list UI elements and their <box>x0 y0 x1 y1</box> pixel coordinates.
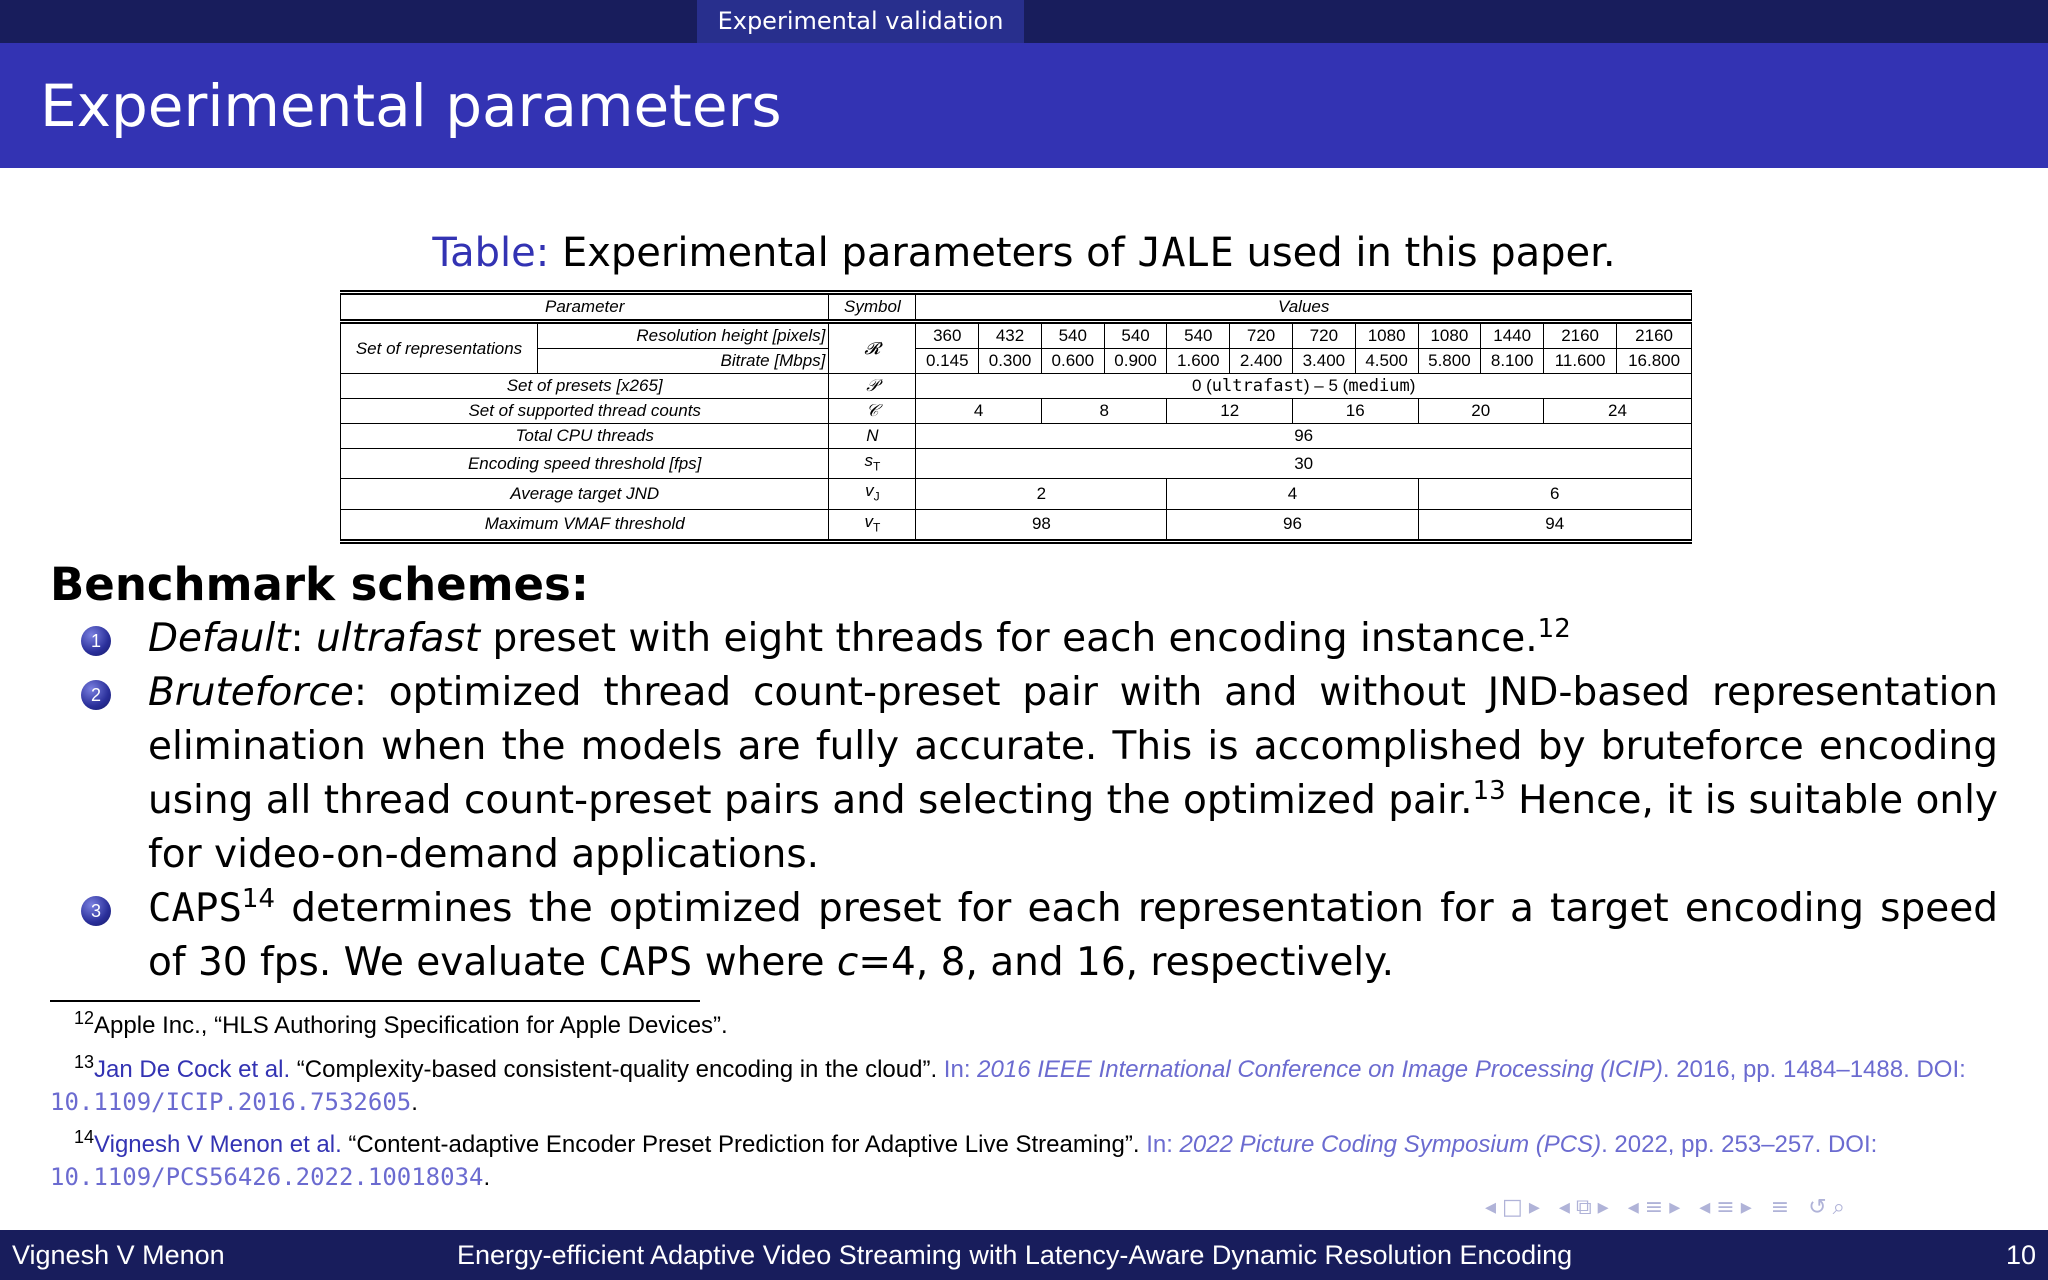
cell-thread-count: 20 <box>1418 399 1544 424</box>
cell-bitrate: 8.100 <box>1481 349 1544 374</box>
doi-link[interactable]: 10.1109/PCS56426.2022.10018034 <box>50 1163 484 1191</box>
benchmark-heading: Benchmark schemes: <box>50 558 589 611</box>
author-link[interactable]: Vignesh V Menon et al. <box>94 1131 342 1158</box>
cell-height: 540 <box>1041 322 1104 349</box>
cell-bitrate: 0.300 <box>979 349 1042 374</box>
bullet-number: 2 <box>81 680 111 710</box>
cell-bitrate: 11.600 <box>1544 349 1617 374</box>
section-tab[interactable]: Experimental validation <box>697 0 1024 43</box>
header-values: Values <box>916 293 1692 322</box>
benchmark-list <box>78 612 1998 990</box>
doi-link[interactable]: 10.1109/ICIP.2016.7532605 <box>50 1088 412 1116</box>
cell-jnd-label: Average target JND <box>341 479 829 509</box>
footer-title: Energy-efficient Adaptive Video Streaming with Latency-Aware Dynamic Resolution Encoding <box>457 1240 1573 1270</box>
search-icon[interactable]: ↺⌕ <box>1808 1195 1851 1220</box>
footnote-ref[interactable]: 12 <box>1537 614 1571 644</box>
table-header-row <box>341 293 1692 322</box>
cell-jnd-symbol: $v_J$ <box>829 479 916 509</box>
cell-thread-count: 12 <box>1167 399 1293 424</box>
cell-bitrate-label: Bitrate [Mbps] <box>538 349 829 374</box>
footer-author: Vignesh V Menon <box>12 1240 225 1270</box>
footnote-divider <box>50 1000 700 1002</box>
cell-presets-label: Set of presets [x265] <box>341 374 829 399</box>
table-row-cpu <box>341 424 1692 449</box>
cell-cpu-symbol: N <box>829 424 916 449</box>
cell-vmaf-symbol: $v_T$ <box>829 509 916 541</box>
cell-height: 2160 <box>1544 322 1617 349</box>
cell-bitrate: 0.145 <box>916 349 979 374</box>
cell-height: 2160 <box>1617 322 1692 349</box>
cell-height: 1440 <box>1481 322 1544 349</box>
outline-icon[interactable]: ≡ <box>1770 1195 1796 1220</box>
cell-vmaf-value: 94 <box>1418 509 1692 541</box>
nav-prev-icon[interactable]: ◂ <box>1558 1195 1576 1220</box>
cell-cpu-value: 96 <box>916 424 1692 449</box>
cell-presets-value: 0 (ultrafast) – 5 (medium) <box>916 374 1692 399</box>
caption-label: Table: <box>432 230 550 276</box>
nav-prev-icon[interactable]: ◂ <box>1485 1195 1503 1220</box>
cell-threads-symbol: 𝒞 <box>829 399 916 424</box>
cell-bitrate: 3.400 <box>1292 349 1355 374</box>
cell-thread-count: 4 <box>916 399 1042 424</box>
cell-thread-count: 8 <box>1041 399 1167 424</box>
cell-height: 720 <box>1230 322 1293 349</box>
slide-title: Experimental parameters <box>40 72 782 140</box>
cell-jnd-value: 2 <box>916 479 1167 509</box>
section-icon[interactable]: ≡ <box>1644 1195 1670 1220</box>
cell-bitrate: 0.600 <box>1041 349 1104 374</box>
caption-text-pre: Experimental parameters of <box>561 230 1125 276</box>
list-item: 3 CAPS$^{14}$ determines the optimized preset for each representation for a target encoding speed of 30 fps. We evaluate CAPS where c=4, 8, and 16, respectively. <box>78 882 1998 990</box>
nav-next-icon[interactable]: ▸ <box>1528 1195 1546 1220</box>
cell-thread-count: 16 <box>1292 399 1418 424</box>
parameters-table <box>340 290 1692 544</box>
cell-bitrate: 4.500 <box>1355 349 1418 374</box>
cell-cpu-label: Total CPU threads <box>341 424 829 449</box>
table-row-vmaf <box>341 509 1692 541</box>
top-navigation-bar <box>0 0 2048 43</box>
table-row-threads <box>341 399 1692 424</box>
footnote-ref[interactable]: 14 <box>241 884 276 914</box>
cell-bitrate: 16.800 <box>1617 349 1692 374</box>
nav-next-icon[interactable]: ▸ <box>1669 1195 1687 1220</box>
slide-footer <box>0 1230 2048 1280</box>
header-parameter: Parameter <box>341 293 829 322</box>
cell-thread-count: 24 <box>1544 399 1692 424</box>
footnote-12: $^{12}$Apple Inc., “HLS Authoring Specification for Apple Devices”. <box>74 1008 728 1039</box>
bullet-number: 1 <box>81 626 111 656</box>
cell-vmaf-value: 98 <box>916 509 1167 541</box>
table-row-speed <box>341 449 1692 479</box>
footnote-14: $^{14}$Vignesh V Menon et al. “Content-adaptive Encoder Preset Prediction for Adaptive Live Streaming”. In: 2022 Picture Coding Symposium (PCS). 2022, pp. 253–257. DOI: 10.1109/PCS56426.2022.10018034. <box>50 1127 1878 1191</box>
nav-prev-icon[interactable]: ◂ <box>1699 1195 1717 1220</box>
cell-speed-label: Encoding speed threshold [fps] <box>341 449 829 479</box>
frame-icon[interactable]: □ <box>1502 1195 1529 1220</box>
author-link[interactable]: Jan De Cock et al. <box>94 1056 291 1083</box>
beamer-navigation-controls[interactable] <box>1485 1195 1851 1220</box>
header-symbol: Symbol <box>829 293 916 322</box>
cell-representations-symbol: 𝓡 <box>829 322 916 374</box>
list-item: 1 Default: ultrafast preset with eight threads for each encoding instance.$^{12}$ <box>78 612 1998 666</box>
cell-height-label: Resolution height [pixels] <box>538 322 829 349</box>
table-caption <box>0 226 2048 280</box>
cell-threads-label: Set of supported thread counts <box>341 399 829 424</box>
nav-next-icon[interactable]: ▸ <box>1740 1195 1758 1220</box>
bullet-number: 3 <box>81 896 111 926</box>
cell-presets-symbol: 𝒫 <box>829 374 916 399</box>
cell-height: 540 <box>1167 322 1230 349</box>
cell-bitrate: 2.400 <box>1230 349 1293 374</box>
footnote-13: $^{13}$Jan De Cock et al. “Complexity-based consistent-quality encoding in the cloud”. In: 2016 IEEE International Conference on Image Processing (ICIP). 2016, pp. 1484–1488. DOI: 10.1109/ICIP.2016.7532605. <box>50 1052 1966 1116</box>
cell-height: 1080 <box>1418 322 1481 349</box>
caption-code: JALE <box>1137 230 1234 276</box>
table-row-resolution <box>341 322 1692 349</box>
cell-speed-value: 30 <box>916 449 1692 479</box>
cell-height: 720 <box>1292 322 1355 349</box>
slide-title-bar <box>0 43 2048 168</box>
cell-speed-symbol: $s_T$ <box>829 449 916 479</box>
list-item: 2 Bruteforce: optimized thread count-preset pair with and without JND-based representation elimination when the models are fully accurate. This is accomplished by bruteforce encoding using all thread count-preset pairs and selecting the optimized pair.$^{13}$ Hence, it is suitable only for video-on-demand applications. <box>78 666 1998 882</box>
cell-height: 540 <box>1104 322 1167 349</box>
nav-next-icon[interactable]: ▸ <box>1597 1195 1615 1220</box>
footnote-ref[interactable]: 13 <box>1472 776 1506 806</box>
cell-height: 1080 <box>1355 322 1418 349</box>
caption-text-post: used in this paper. <box>1246 230 1616 276</box>
cell-jnd-value: 4 <box>1167 479 1418 509</box>
cell-vmaf-label: Maximum VMAF threshold <box>341 509 829 541</box>
cell-vmaf-value: 96 <box>1167 509 1418 541</box>
table-row-presets <box>341 374 1692 399</box>
table-row-bitrate <box>341 349 1692 374</box>
nav-prev-icon[interactable]: ◂ <box>1627 1195 1645 1220</box>
table-row-jnd <box>341 479 1692 509</box>
cell-bitrate: 5.800 <box>1418 349 1481 374</box>
cell-height: 360 <box>916 322 979 349</box>
cell-jnd-value: 6 <box>1418 479 1692 509</box>
page-number: 10 <box>2005 1240 2036 1270</box>
cell-height: 432 <box>979 322 1042 349</box>
cell-bitrate: 0.900 <box>1104 349 1167 374</box>
cell-representations-label: Set of representations <box>341 322 538 374</box>
subsection-icon[interactable]: ⧉ <box>1575 1195 1598 1220</box>
document-icon[interactable]: ≡ <box>1716 1195 1741 1220</box>
cell-bitrate: 1.600 <box>1167 349 1230 374</box>
